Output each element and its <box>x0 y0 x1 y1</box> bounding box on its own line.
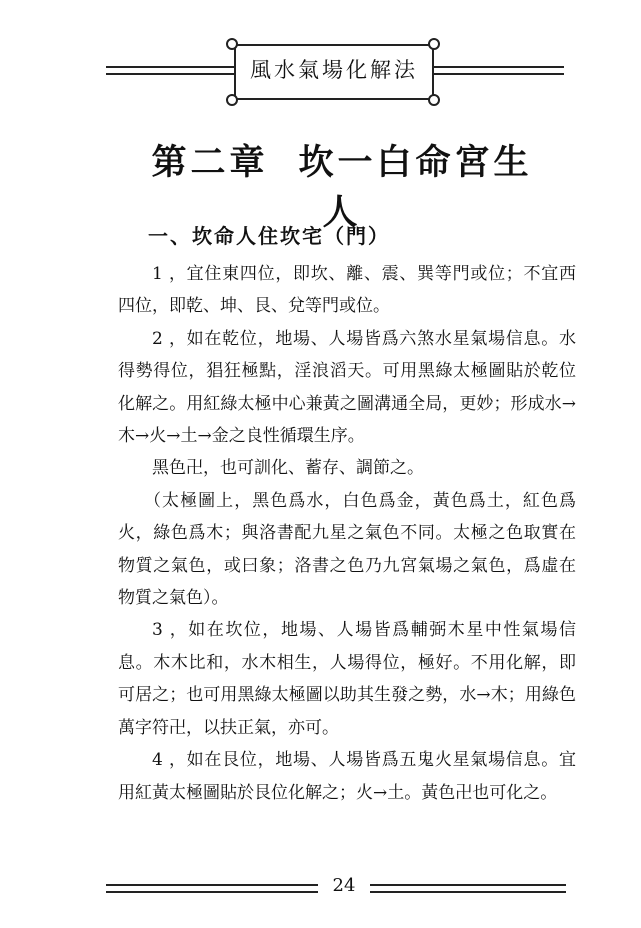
paragraph-2: 2 ，如在乾位，地場、人場皆爲六煞水星氣場信息。水得勢得位，猖狂極點，淫浪滔天。可用黑綠太極圖貼於乾位化解之。用紅綠太極中心兼黃之圖溝通全局，更妙；形成水→木→火→土→金之良性循環生序。 <box>118 328 576 447</box>
scroll-curl-top-right <box>428 38 440 50</box>
paragraph-3: 黑色卍，也可訓化、蓄存、調節之。 <box>152 458 424 479</box>
page-number: 24 <box>332 875 356 896</box>
scroll-curl-bottom-right <box>428 94 440 106</box>
body-text <box>118 258 576 809</box>
paragraph-5: 3 ，如在坎位，地場、人場皆爲輔弼木星中性氣場信息。木木比和，水木相生，人場得位，極好。不用化解，即可居之；也可用黑綠太極圖以助其生發之勢，水→木；用綠色萬字符卍，以扶正氣，亦可。 <box>118 620 576 738</box>
footer-rule-left-top <box>106 884 318 886</box>
chapter-name: 坎一白命宮生人 <box>298 142 533 233</box>
paragraph-1: 1 ，宜住東四位，即坎、離、震、巽等門或位；不宜西四位，即乾、坤、艮、兌等門或位。 <box>118 264 576 317</box>
scroll-curl-bottom-left <box>226 94 238 106</box>
header-rule-right-bottom <box>432 73 564 75</box>
book-title: 風水氣場化解法 <box>250 58 418 82</box>
header-rule-right-top <box>432 66 564 68</box>
header-rule-left-bottom <box>106 73 234 75</box>
chapter-number: 第二章 <box>151 142 269 183</box>
section-heading: 一、坎命人住坎宅（門） <box>148 224 390 248</box>
footer-rule-right-top <box>370 884 566 886</box>
footer-rule-left-bottom <box>106 891 318 893</box>
header-rule-left-top <box>106 66 234 68</box>
footer-rule-right-bottom <box>370 891 566 893</box>
paragraph-4: （太極圖上，黑色爲水，白色爲金，黃色爲土，紅色爲火，綠色爲木；與洛書配九星之氣色不同。太極之色取實在物質之氣色，或曰象；洛書之色乃九宮氣場之氣色，爲虛在物質之氣色）。 <box>118 490 576 609</box>
paragraph-6: 4 ，如在艮位，地場、人場皆爲五鬼火星氣場信息。宜用紅黃太極圖貼於艮位化解之；火→土。黃色卍也可化之。 <box>118 750 576 803</box>
scroll-curl-top-left <box>226 38 238 50</box>
